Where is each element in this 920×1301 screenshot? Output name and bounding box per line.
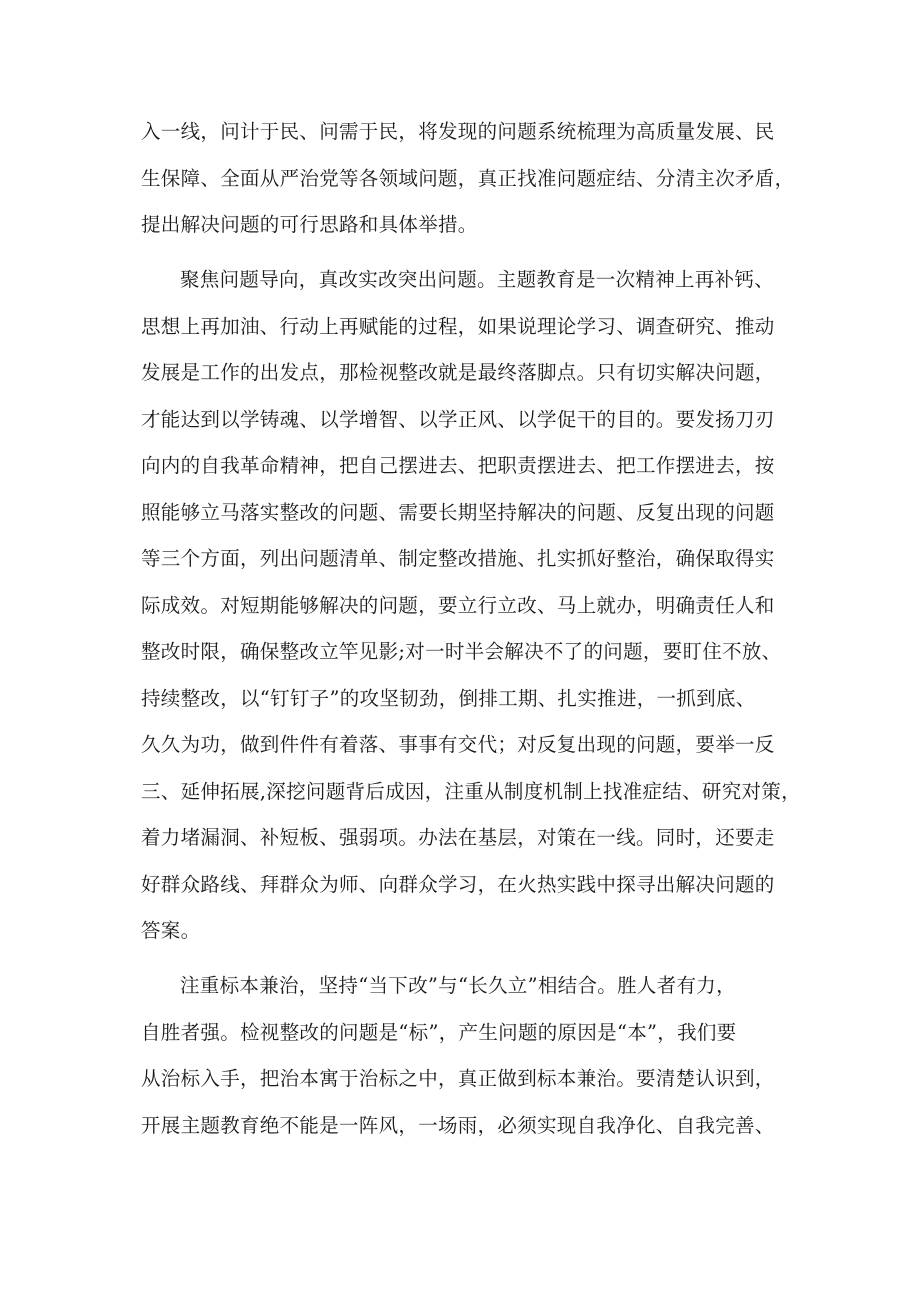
text-line: 着力堵漏洞、补短板、强弱项。办法在基层，对策在一线。同时，还要走 — [141, 826, 775, 849]
text-line: 自胜者强。检视整改的问题是“标”，产生问题的原因是“本”，我们要 — [141, 1021, 737, 1044]
text-line: 生保障、全面从严治党等各领域问题，真正找准问题症结、分清主次矛盾， — [141, 167, 795, 190]
text-line: 从治标入手，把治本寓于治标之中，真正做到标本兼治。要清楚认识到， — [141, 1067, 775, 1090]
text-line: 答案。 — [141, 919, 201, 942]
text-line: 好群众路线、拜群众为师、向群众学习，在火热实践中探寻出解决问题的 — [141, 873, 775, 896]
text-line: 照能够立马落实整改的问题、需要长期坚持解决的问题、反复出现的问题 — [141, 501, 775, 524]
text-line: 向内的自我革命精神，把自己摆进去、把职责摆进去、把工作摆进去，按 — [141, 454, 775, 477]
text-line: 持续整改，以“钉钉子”的攻坚韧劲，倒排工期、扎实推进，一抓到底、 — [141, 687, 756, 710]
paragraph-start-line: 聚焦问题导向，真改实改突出问题。主题教育是一次精神上再补钙、 — [180, 268, 775, 291]
text-line: 整改时限，确保整改立竿见影;对一时半会解决不了的问题，要盯住不放、 — [141, 640, 782, 663]
text-line: 提出解决问题的可行思路和具体举措。 — [141, 213, 478, 236]
text-line: 开展主题教育绝不能是一阵风，一场雨，必须实现自我净化、自我完善、 — [141, 1114, 775, 1137]
text-line: 入一线，问计于民、问需于民，将发现的问题系统梳理为高质量发展、民 — [141, 120, 775, 143]
text-line: 际成效。对短期能够解决的问题，要立行立改、马上就办，明确责任人和 — [141, 594, 775, 617]
text-line: 才能达到以学铸魂、以学增智、以学正风、以学促干的目的。要发扬刀刃 — [141, 408, 775, 431]
text-line: 思想上再加油、行动上再赋能的过程，如果说理论学习、调查研究、推动 — [141, 315, 775, 338]
text-line: 发展是工作的出发点，那检视整改就是最终落脚点。只有切实解决问题， — [141, 361, 775, 384]
text-line: 三、延伸拓展,深挖问题背后成因，注重从制度机制上找准症结、研究对策， — [141, 780, 801, 803]
text-line: 久久为功，做到件件有着落、事事有交代；对反复出现的问题，要举一反 — [141, 733, 775, 756]
text-line: 等三个方面，列出问题清单、制定整改措施、扎实抓好整治，确保取得实 — [141, 547, 775, 570]
paragraph-start-line: 注重标本兼治，坚持“当下改”与“长久立”相结合。胜人者有力， — [180, 974, 736, 997]
